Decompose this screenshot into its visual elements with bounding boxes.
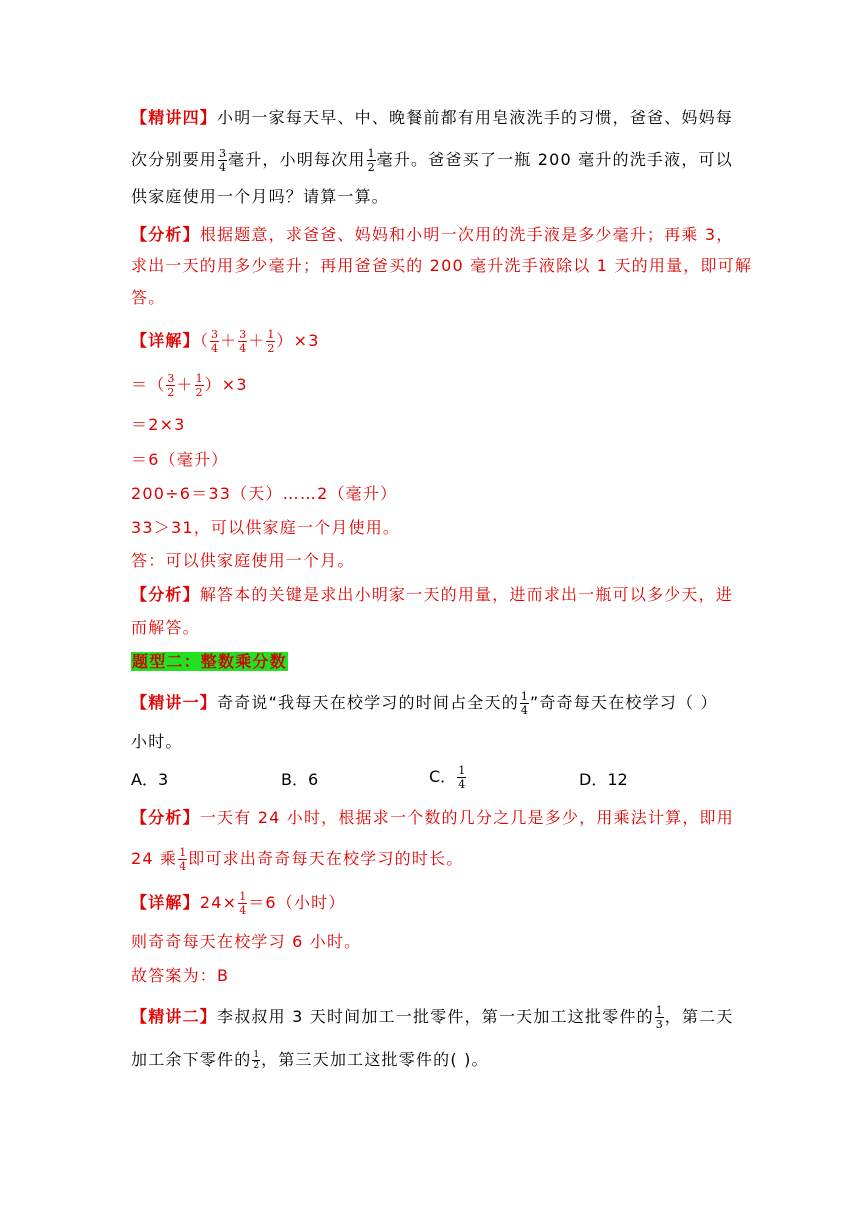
detail-line3: ＝2×3: [131, 415, 186, 434]
q2-tag: 【精讲二】: [131, 1007, 218, 1026]
analysis-tag: 【分析】: [131, 585, 200, 604]
fraction: $\frac{1}{2}$: [195, 372, 203, 399]
text: 毫升。爸爸买了一瓶 200 毫升的洗手液，可以: [376, 150, 733, 169]
q1-line1: 【精讲一】奇奇说“我每天在校学习的时间占全天的 $\frac{1}{4}$ ”奇奇每天在校学习（ ）: [131, 690, 718, 717]
analysis-line1: [131, 224, 733, 246]
analysis2-line1: 【分析】解答本的关键是求出小明家一天的用量，进而求出一瓶可以多少天，进: [131, 585, 734, 604]
analysis-tag: 【分析】: [131, 225, 200, 244]
q1-detail-line2: 则奇奇每天在校学习 6 小时。: [131, 932, 362, 951]
fraction: $\frac{1}{2}$: [367, 147, 375, 174]
detail-line4: ＝6（毫升）: [131, 450, 229, 469]
fraction: $\frac{1}{4}$: [458, 764, 466, 791]
q2-line1: 【精讲二】李叔叔用 3 天时间加工一批零件，第一天加工这批零件的 $\frac{1}{3}$ ，第二天: [131, 1004, 734, 1031]
option-a: A．3: [131, 770, 169, 789]
q1-analysis-line1: 【分析】一天有 24 小时，根据求一个数的几分之几是多少，用乘法计算，即用: [131, 808, 734, 827]
answer-line: 答：可以供家庭使用一个月。: [131, 551, 355, 570]
detail-line2: ＝（ $\frac{3}{2}$ ＋ $\frac{1}{2}$ ）×3: [131, 372, 248, 399]
problem4-line2: [131, 147, 733, 174]
analysis-tag: 【分析】: [131, 808, 200, 827]
section-heading: 题型二：整数乘分数: [132, 652, 287, 671]
q2-line2: 加工余下零件的 $\frac{1}{2}$ ，第三天加工这批零件的( )。: [131, 1050, 489, 1071]
q1-detail-line1: 【详解】24× $\frac{1}{4}$ ＝6（小时）: [131, 890, 346, 917]
option-d: D．12: [579, 770, 628, 789]
section-title: [131, 651, 288, 673]
fraction: $\frac{1}{2}$: [253, 1050, 260, 1071]
problem4-tag: 【精讲四】: [131, 108, 218, 127]
detail-line1: 【详解】（ $\frac{3}{4}$ ＋ $\frac{3}{4}$ ＋ $\frac{1}{2}$ ）×3: [131, 328, 320, 355]
detail-line6: 33＞31，可以供家庭一个月使用。: [131, 518, 401, 537]
q1-line2: 小时。: [131, 732, 183, 751]
fraction: $\frac{1}{2}$: [267, 328, 275, 355]
detail-tag: 【详解】: [131, 331, 200, 350]
fraction: $\frac{1}{4}$: [520, 690, 528, 717]
fraction: $\frac{3}{4}$: [219, 147, 227, 174]
fraction: $\frac{1}{3}$: [655, 1004, 663, 1031]
fraction: $\frac{3}{2}$: [167, 372, 175, 399]
q1-tag: 【精讲一】: [131, 693, 218, 712]
detail-tag: 【详解】: [131, 893, 200, 912]
problem4-text: 小明一家每天早、中、晚餐前都有用皂液洗手的习惯，爸爸、妈妈每: [217, 108, 734, 127]
option-b: B．6: [281, 770, 319, 789]
fraction: $\frac{3}{4}$: [211, 328, 219, 355]
q1-analysis-line2: 24 乘 $\frac{1}{4}$ 即可求出奇奇每天在校学习的时长。: [131, 846, 464, 873]
analysis2-line2: 而解答。: [131, 618, 200, 637]
option-c: C． $\frac{1}{4}$: [429, 764, 466, 791]
fraction: $\frac{1}{4}$: [179, 846, 187, 873]
text: 毫升，小明每次用: [228, 150, 366, 169]
analysis-line3: 答。: [131, 288, 166, 307]
text: 根据题意，求爸爸、妈妈和小明一次用的洗手液是多少毫升；再乘 3，: [199, 225, 734, 244]
q1-detail-line3: 故答案为：B: [131, 966, 230, 985]
text: 次分别要用: [131, 150, 218, 169]
problem4-line1: [131, 107, 733, 129]
analysis-line2: 求出一天的用多少毫升；再用爸爸买的 200 毫升洗手液除以 1 天的用量，即可解: [131, 256, 753, 275]
fraction: $\frac{1}{4}$: [239, 890, 247, 917]
fraction: $\frac{3}{4}$: [239, 328, 247, 355]
problem4-line3: 供家庭使用一个月吗？请算一算。: [131, 187, 390, 206]
detail-line5: 200÷6＝33（天）……2（毫升）: [131, 484, 398, 503]
